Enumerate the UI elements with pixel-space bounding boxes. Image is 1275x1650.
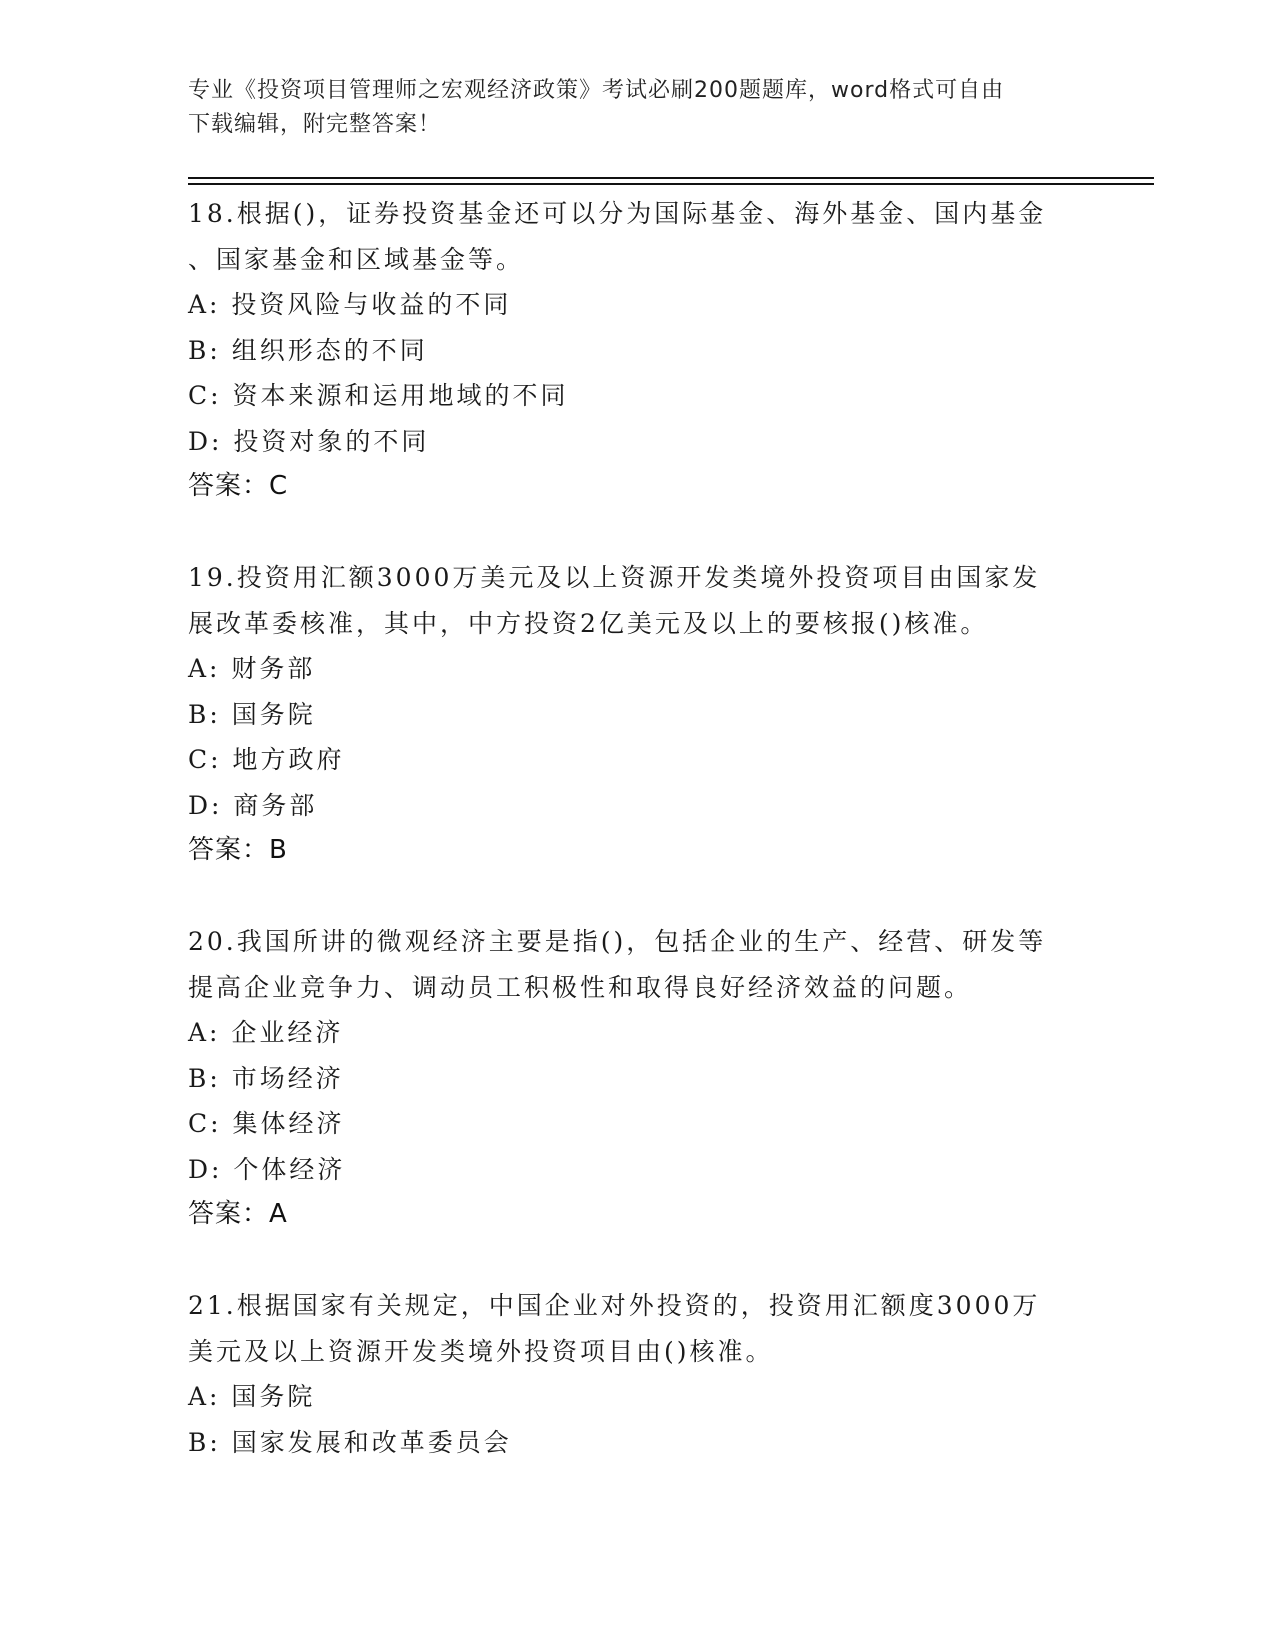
question-stem-line-1: 21.根据国家有关规定，中国企业对外投资的，投资用汇额度3000万 <box>188 1291 1041 1320</box>
option-a: A: 财务部 <box>188 654 316 683</box>
answer-line: 答案：A <box>188 1199 288 1229</box>
question-stem-line-1: 19.投资用汇额3000万美元及以上资源开发类境外投资项目由国家发 <box>188 563 1041 592</box>
option-b: B: 市场经济 <box>188 1063 344 1093</box>
question-stem-line-2: 美元及以上资源开发类境外投资项目由()核准。 <box>188 1336 774 1366</box>
option-c: C: 集体经济 <box>188 1109 345 1138</box>
header-divider-bottom <box>188 183 1154 185</box>
question-18 <box>188 191 1088 510</box>
header-line-2: 下载编辑，附完整答案！ <box>188 112 442 137</box>
answer-line: 答案：B <box>188 835 288 865</box>
question-stem-line-1: 18.根据()，证券投资基金还可以分为国际基金、海外基金、国内基金 <box>188 199 1047 228</box>
document-header <box>188 74 1068 142</box>
option-b: B: 组织形态的不同 <box>188 335 428 365</box>
option-b: B: 国家发展和改革委员会 <box>188 1427 512 1457</box>
question-spacer <box>188 874 1088 920</box>
question-spacer <box>188 510 1088 556</box>
question-20 <box>188 919 1088 1238</box>
option-c: C: 地方政府 <box>188 745 345 774</box>
question-spacer <box>188 1238 1088 1284</box>
option-d: D: 个体经济 <box>188 1154 346 1184</box>
option-a: A: 国务院 <box>188 1382 316 1411</box>
option-a: A: 投资风险与收益的不同 <box>188 290 512 319</box>
answer-line: 答案：C <box>188 471 289 501</box>
question-19 <box>188 555 1088 874</box>
option-c: C: 资本来源和运用地域的不同 <box>188 381 569 410</box>
header-line-1: 专业《投资项目管理师之宏观经济政策》考试必刷200题题库，word格式可自由 <box>188 78 1005 103</box>
question-stem-line-1: 20.我国所讲的微观经济主要是指()，包括企业的生产、经营、研发等 <box>188 927 1047 956</box>
header-divider-top <box>188 177 1154 179</box>
question-list <box>188 191 1088 1465</box>
option-d: D: 商务部 <box>188 790 318 820</box>
option-b: B: 国务院 <box>188 699 316 729</box>
option-a: A: 企业经济 <box>188 1018 344 1047</box>
option-d: D: 投资对象的不同 <box>188 426 430 456</box>
question-21 <box>188 1283 1088 1465</box>
question-stem-line-2: 提高企业竞争力、调动员工积极性和取得良好经济效益的问题。 <box>188 972 973 1002</box>
question-stem-line-2: 展改革委核准，其中，中方投资2亿美元及以上的要核报()核准。 <box>188 608 989 638</box>
question-stem-line-2: 、国家基金和区域基金等。 <box>188 244 525 274</box>
